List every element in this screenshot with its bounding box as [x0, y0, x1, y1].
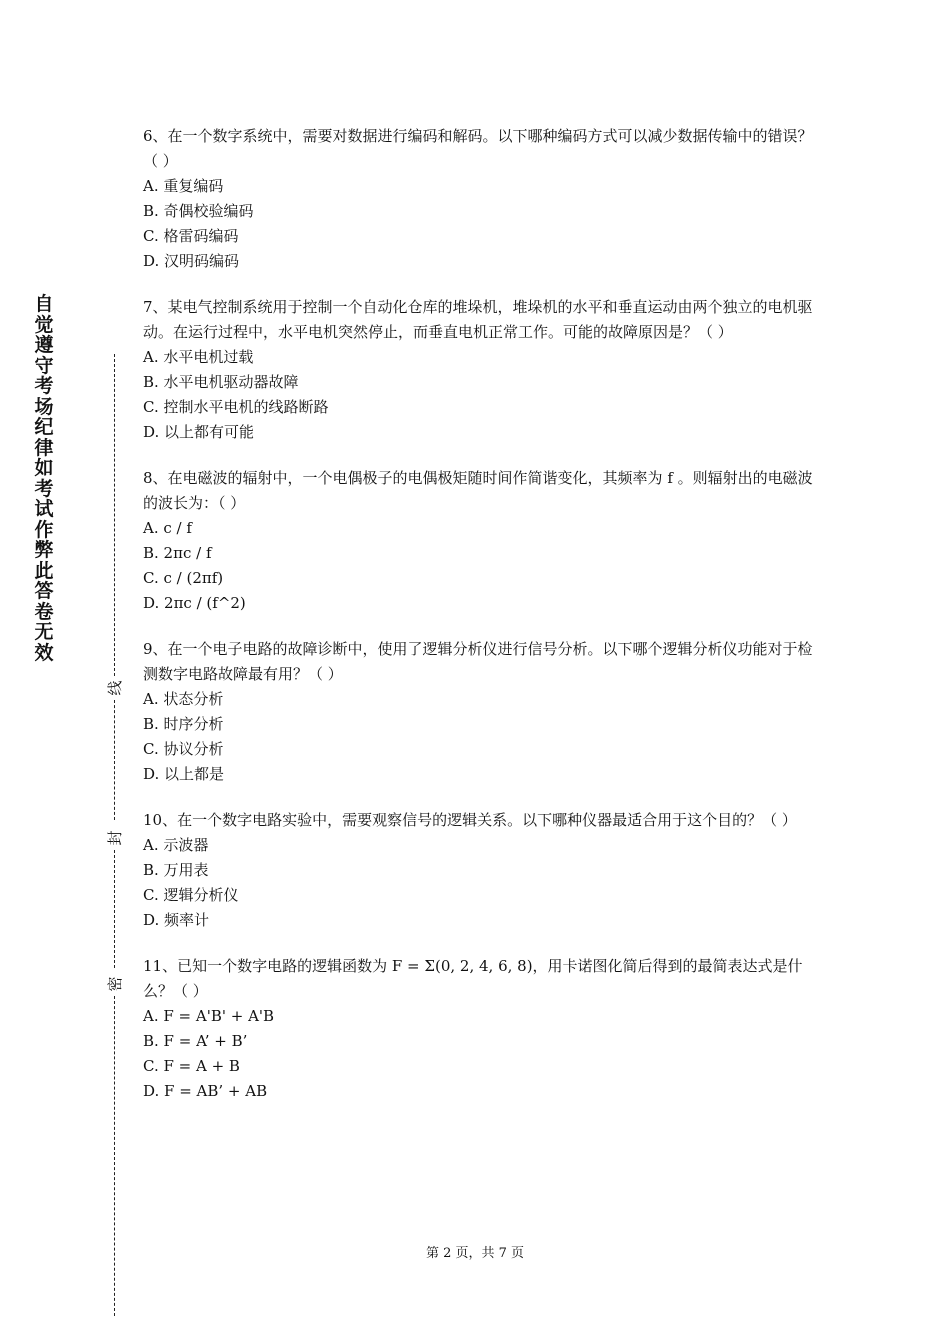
exam-discipline-notice: 自觉遵守考场纪律如考试作弊此答卷无效: [34, 293, 54, 664]
binding-dashed-line: [114, 996, 115, 1316]
question-7: [143, 295, 823, 445]
option-d: D. F = AB’ + AB: [143, 1082, 268, 1100]
option-d: D. 频率计: [143, 911, 210, 929]
question-stem: 6、在一个数字系统中，需要对数据进行编码和解码。以下哪种编码方式可以减少数据传输中的错误？（ ）: [143, 127, 813, 170]
option-b: B. 2πc / f: [143, 544, 212, 562]
option-a: A. c / f: [143, 519, 192, 537]
option-c: C. 协议分析: [143, 740, 224, 758]
option-a: A. 示波器: [143, 836, 209, 854]
option-b: B. 万用表: [143, 861, 209, 879]
option-a: A. 状态分析: [143, 690, 224, 708]
binding-dashed-line: [114, 700, 115, 820]
question-9: [143, 637, 823, 787]
option-b: B. 水平电机驱动器故障: [143, 373, 299, 391]
binding-label-seal: 封: [106, 830, 124, 846]
option-d: D. 汉明码编码: [143, 252, 240, 270]
option-d: D. 以上都有可能: [143, 423, 255, 441]
question-stem: 10、在一个数字电路实验中，需要观察信号的逻辑关系。以下哪种仪器最适合用于这个目的？（ ）: [143, 811, 797, 829]
option-a: A. F = A'B' + A'B: [143, 1007, 275, 1025]
question-6: [143, 124, 823, 274]
option-b: B. 时序分析: [143, 715, 224, 733]
question-stem: 8、在电磁波的辐射中，一个电偶极子的电偶极矩随时间作简谐变化，其频率为 f 。则辐射出的电磁波的波长为：（ ）: [143, 469, 813, 512]
option-c: C. 格雷码编码: [143, 227, 239, 245]
option-b: B. 奇偶校验编码: [143, 202, 254, 220]
binding-dashed-line: [114, 354, 115, 676]
option-d: D. 以上都是: [143, 765, 225, 783]
question-10: [143, 808, 823, 933]
option-d: D. 2πc / (f^2): [143, 594, 246, 612]
question-stem: 11、已知一个数字电路的逻辑函数为 F = Σ(0, 2, 4, 6, 8)，用卡诺图化简后得到的最简表达式是什么？（ ）: [143, 957, 803, 1000]
question-list: [143, 124, 823, 1125]
option-c: C. 逻辑分析仪: [143, 886, 239, 904]
option-c: C. 控制水平电机的线路断路: [143, 398, 329, 416]
binding-label-line: 线: [106, 680, 124, 696]
question-8: [143, 466, 823, 616]
page-number: 第 2 页，共 7 页: [425, 1246, 525, 1261]
binding-label-dense: 密: [106, 976, 124, 992]
option-a: A. 重复编码: [143, 177, 224, 195]
question-11: [143, 954, 823, 1104]
option-b: B. F = A’ + B’: [143, 1032, 248, 1050]
option-a: A. 水平电机过载: [143, 348, 254, 366]
option-c: C. F = A + B: [143, 1057, 240, 1075]
question-stem: 9、在一个电子电路的故障诊断中，使用了逻辑分析仪进行信号分析。以下哪个逻辑分析仪功能对于检测数字电路故障最有用？（ ）: [143, 640, 813, 683]
option-c: C. c / (2πf): [143, 569, 224, 587]
question-stem: 7、某电气控制系统用于控制一个自动化仓库的堆垛机，堆垛机的水平和垂直运动由两个独立的电机驱动。在运行过程中，水平电机突然停止，而垂直电机正常工作。可能的故障原因是？（ ）: [143, 298, 813, 341]
binding-dashed-line: [114, 850, 115, 968]
